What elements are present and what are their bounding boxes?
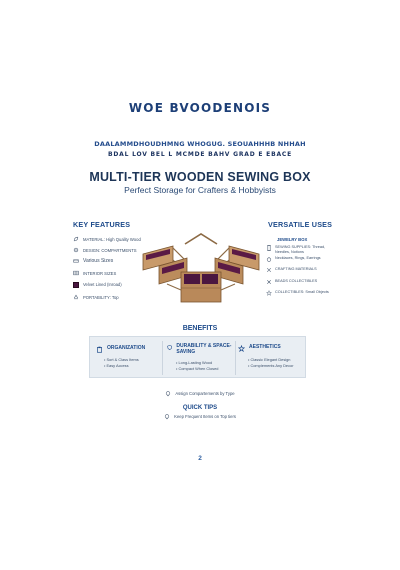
tip-item <box>0 414 400 420</box>
feature-label: Various Sizes <box>83 258 114 264</box>
lightbulb-icon <box>164 414 170 420</box>
benefit-title: ORGANIZATION <box>107 345 146 351</box>
leaf-icon <box>73 236 79 242</box>
feature-label: MATERIAL: High Quality Wood <box>83 236 141 242</box>
feature-item-sizes <box>73 258 113 264</box>
spool-icon <box>266 245 272 251</box>
benefits-panel <box>89 336 306 378</box>
use-label: BEADS COLLECTIBLES <box>275 279 318 283</box>
feature-item-design <box>73 247 137 253</box>
clipboard-icon <box>96 346 103 353</box>
use-label: Necklaces, Rings, Earrings <box>275 256 321 260</box>
lightbulb-icon <box>165 391 171 397</box>
use-label: COLLECTIBLES: Small Objects <box>275 290 329 294</box>
sewing-box-illustration <box>137 232 265 306</box>
garbled-line-1: DAALAMMDHOUDHMNG WHOGUG. SEOUAHHHB NHHAH <box>94 140 306 148</box>
use-item-jewelry <box>266 256 321 262</box>
tip-intro-text: Assign Compartements by Type <box>175 391 235 397</box>
ruler-icon <box>73 258 79 264</box>
benefit-line: • Long-Lasting Wood <box>176 360 213 365</box>
versatile-uses-heading: VERSATILE USES <box>268 220 333 229</box>
feature-item-material <box>73 236 141 242</box>
use-label: CRAFTING MATERIALS <box>275 267 317 271</box>
benefit-title: AESTHETICS <box>249 344 281 350</box>
page-number: 2 <box>198 455 202 462</box>
feature-item-interior <box>73 270 116 276</box>
ring-icon <box>266 256 272 262</box>
benefit-line: • Complements Any Decor <box>248 363 294 368</box>
handle-icon <box>73 294 79 300</box>
feature-label: DESIGN: COMPARTMENTS <box>83 247 137 253</box>
benefit-line: • Classic Elegant Design <box>248 357 291 362</box>
feature-item-velvet <box>73 282 122 288</box>
tip-item-text: Keep Frequent Items on Top tiers <box>174 414 236 420</box>
star-icon <box>238 345 245 352</box>
benefit-line: • Easy Access <box>104 363 129 368</box>
feature-label: Velvet Lined (Inroad) <box>83 282 122 288</box>
garbled-title: WOE BVOODENOIS <box>128 101 272 115</box>
shield-icon <box>167 344 172 351</box>
benefit-aesthetics <box>236 337 307 379</box>
layers-icon <box>73 270 79 276</box>
use-item-sewing <box>266 245 336 255</box>
feature-label: INTERIOR SIZES <box>83 270 117 276</box>
benefit-line: • Compact When Closed <box>176 366 219 371</box>
use-item-crafting <box>266 267 317 273</box>
quick-tips-heading: QUICK TIPS <box>182 405 218 411</box>
page-subtitle: Perfect Storage for Crafters & Hobbyists <box>124 185 276 195</box>
benefit-line: • Sort & Class Items <box>104 357 139 362</box>
benefit-organization <box>90 337 162 379</box>
use-item-collectibles <box>266 290 329 296</box>
use-label: SEWING SUPPLIES: Thread, Needles, Notions <box>275 245 326 254</box>
jewelry-box-heading: JEWELRY BOX <box>277 237 308 242</box>
benefit-title: DURABILITY & SPACE-SAVING <box>176 343 232 355</box>
tip-intro <box>0 391 400 397</box>
feature-item-portability <box>73 294 119 300</box>
feature-label: PORTABILITY: Top <box>83 294 119 300</box>
key-features-heading: KEY FEATURES <box>73 220 131 229</box>
use-item-beads <box>266 279 317 285</box>
benefits-heading: BENEFITS <box>182 325 218 332</box>
scissors-icon <box>266 267 272 273</box>
bead-icon <box>266 279 272 285</box>
benefit-durability <box>163 337 235 379</box>
gear-icon <box>73 247 79 253</box>
velvet-swatch <box>73 282 79 288</box>
page-title: MULTI-TIER WOODEN SEWING BOX <box>89 170 311 184</box>
garbled-line-2: BDAL LOV BEL L MCMDE BAHV GRAD E EBACE <box>107 151 293 158</box>
star-icon <box>266 290 272 296</box>
